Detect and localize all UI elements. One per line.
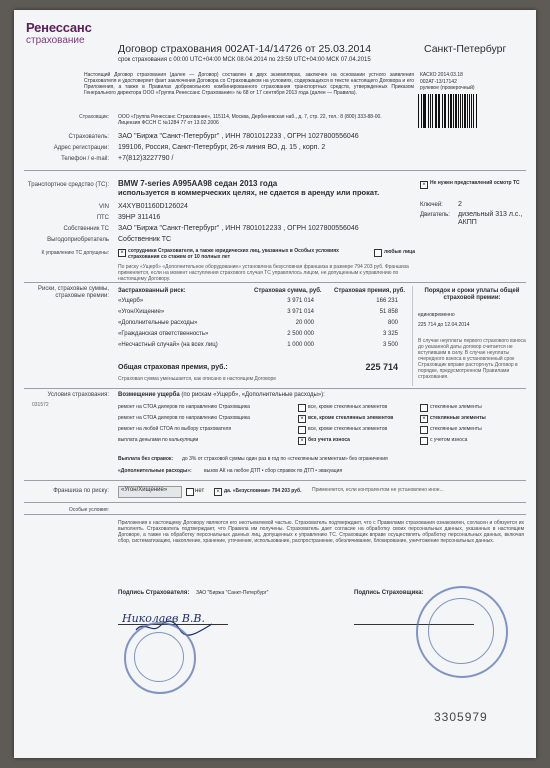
condition-right-checkbox[interactable] <box>420 426 428 434</box>
franchise-risk: «Угон/Хищение» <box>118 486 182 498</box>
drivers-option2-checkbox[interactable] <box>374 249 382 257</box>
condition-right-checkbox[interactable] <box>420 404 428 412</box>
franchise-yes-label: да. «Безусловная» 794 203 руб. <box>224 488 302 494</box>
serial-number: 3305979 <box>434 710 488 724</box>
condition-mid-checkbox[interactable] <box>298 426 306 434</box>
drivers-note: По риску «Ущерб» «Дополнительное оборудование» установлена безусловная франшиза в размере 794 203 руб. Франшиза применяется, если на момент наступления страхового случая ТС управлялось лицом, не допущенным к управлению по настоящему Договору. <box>118 264 409 282</box>
owner-label: Собственник ТС <box>63 226 109 232</box>
conditions-head: Возмещение ущерба <box>118 392 180 398</box>
franchise-text: Применяется, если контрагентом не установлено иное... <box>312 487 444 493</box>
condition-mid-checkbox[interactable]: × <box>298 415 306 423</box>
intro-text: Настоящий Договор страхования (далее — Договор) составлен в двух экземплярах, заключен на основании устного заявления Страхователя и удостоверяет факт заключения Договора со Страховщиком на условиях, содержащихся в тексте настоящего Договора и его Приложения, а также в Правилах добровольного комбинированного страхования транспортных средств, утвержденных Приказом Генерального директора ООО «Группа Ренессанс Страхование» № 68 от 17 сентября 2013 года (далее — Правила). <box>84 72 414 96</box>
risk-sum: 3 971 014 <box>287 298 314 304</box>
insurer2-signature-label: Подпись Страховщика: <box>354 590 424 596</box>
barcode-bar <box>471 94 472 128</box>
total-value: 225 714 <box>365 362 398 372</box>
barcode-bar <box>438 94 440 128</box>
payment-mode: единовременно <box>418 312 455 318</box>
barcode-bar <box>435 94 436 128</box>
divider <box>24 170 526 171</box>
barcode-bar <box>418 94 419 128</box>
barcode-bar <box>458 94 459 128</box>
franchise-no-checkbox[interactable] <box>186 488 194 496</box>
barcode-bar <box>442 94 443 128</box>
condition-right-label: стеклянные элементы <box>430 415 486 421</box>
barcode-bar <box>460 94 461 128</box>
drivers-label: К управлению ТС допущены: <box>41 250 109 256</box>
condition-method: ремонт на любой СТОА по выбору страхователя <box>118 426 232 432</box>
risk-name: «Несчастный случай» (на всех лиц) <box>118 342 218 348</box>
risk-name: «Ущерб» <box>118 298 144 304</box>
risk-sum: 20 000 <box>295 320 314 326</box>
risk-premium: 3 325 <box>382 331 398 337</box>
barcode-bar <box>455 94 456 128</box>
address-value: 199106, Россия, Санкт-Петербург, 26-я линия ВО, д. 15 , корп. 2 <box>118 144 326 151</box>
barcode-bar <box>473 94 474 128</box>
risk-sum: 1 000 000 <box>287 342 314 348</box>
vin-label: VIN <box>98 204 109 210</box>
condition-right-label: с учетом износа <box>430 437 468 443</box>
franchise-yes-checkbox[interactable]: × <box>214 488 222 496</box>
insurer-label: Страховщик: <box>79 114 109 120</box>
conditions-head-tail: (по рискам «Ущерб», «Дополнительные расходы»): <box>181 392 325 398</box>
condition-method: ремонт на СТОА дилеров по направлению Страховщика <box>118 404 250 410</box>
sum-header: Страховая сумма, руб. <box>254 288 322 294</box>
engine-value: дизельный 313 л.с., АКПП <box>458 211 523 226</box>
condition-mid-checkbox[interactable]: × <box>298 437 306 445</box>
pts-value: 39НР 311416 <box>118 214 161 221</box>
barcode-bar <box>436 94 437 128</box>
drivers-option1-label: сотрудники Страхователя, а также юридических лиц, указанных в Особых условиях страхования со стажем от 10 полных лет <box>128 248 339 260</box>
barcode-bar <box>448 94 449 128</box>
condition-right-label: стеклянные элементы <box>430 426 482 432</box>
conditions-label: Условия страхования: <box>47 392 109 398</box>
policyholder-name: ЗАО "Биржа "Санкт-Петербург" , ИНН 7801012233 , ОГРН 1027800556046 <box>118 133 359 140</box>
special-label: Особые условия: <box>68 507 109 513</box>
condition-method: выплата деньгами по калькуляции <box>118 437 199 443</box>
phone-value: +7(812)3227790 / <box>118 155 174 162</box>
extra-label: «Дополнительные расходы»: <box>118 468 192 474</box>
barcode-bar <box>462 94 463 128</box>
insurer-value: ООО «Группа Ренессанс Страхование», 115114, Москва, Дербеневская наб., д. 7, стр. 22, тел.: 8 (800) 333-88-00. Лицензия ФССН С №1284 77 от 13.02.2006 <box>118 114 382 126</box>
vin-value: X4XYB01160D126024 <box>118 203 188 210</box>
condition-mid-label: все, кроме стеклянных элементов <box>308 404 388 410</box>
barcode-bar <box>464 94 466 128</box>
pts-label: ПТС <box>96 215 109 221</box>
barcode-bar <box>424 94 426 128</box>
payment-sum: 225 714 до 12.04.2014 <box>418 322 470 328</box>
divider <box>24 388 526 389</box>
barcode-bar <box>423 94 424 128</box>
franchise-label: Франшиза по риску: <box>53 488 109 494</box>
contract-title: Договор страхования 002АТ-14/14726 от 25.03.2014 <box>118 43 372 55</box>
barcode-bar <box>453 94 454 128</box>
condition-right-label: стеклянные элементы <box>430 404 482 410</box>
risk-name: «Дополнительные расходы» <box>118 320 198 326</box>
vehicle-usage: используется в коммерческих целях, не сдается в аренду или прокат. <box>118 188 380 197</box>
handwritten-name: Николаев В.В. <box>122 612 205 625</box>
barcode-bar <box>444 94 445 128</box>
risk-name: «Гражданская ответственность» <box>118 331 209 337</box>
barcode-bar <box>430 94 431 128</box>
engine-label: Двигатель: <box>420 212 450 218</box>
conditions-code: 031572 <box>32 402 49 408</box>
franchise-no-label: нет <box>195 488 205 494</box>
barcode-bar <box>467 94 468 128</box>
contract-city: Санкт-Петербург <box>424 43 507 55</box>
nocert-label: Выплата без справок: <box>118 456 174 462</box>
insurer-signature-label: Подпись Страхователя: <box>118 590 190 596</box>
keys-value: 2 <box>458 201 462 208</box>
barcode-bar <box>445 94 446 128</box>
premium-header: Страховая премия, руб. <box>334 288 406 294</box>
risk-sum: 3 971 014 <box>287 309 314 315</box>
barcode-bar <box>421 94 422 128</box>
barcode-bar <box>450 94 452 128</box>
risk-premium: 800 <box>387 320 398 326</box>
total-label: Общая страховая премия, руб.: <box>118 364 228 371</box>
policyholder-label: Страхователь: <box>68 134 109 140</box>
code-c: рулевое (проверочный) <box>420 85 475 91</box>
barcode-bar <box>428 94 429 128</box>
condition-mid-label: без учета износа <box>308 437 350 443</box>
extra-text: вызов АК на любое ДТП • сбор справок по ДТП • эвакуация <box>204 468 343 474</box>
condition-right-checkbox[interactable]: × <box>420 415 428 423</box>
company-stamp-inner <box>134 632 184 682</box>
insurer-signature-name: ЗАО "Биржа "Санкт-Петербург" <box>196 590 269 596</box>
contract-period: срок страхования с 00:00 UTC+04:00 МСК 08.04.2014 по 23:59 UTC+04:00 МСК 07.04.2015 <box>118 57 371 63</box>
code-b: 002АТ-13/17142 <box>420 79 457 85</box>
barcode <box>418 94 478 128</box>
owner-value: ЗАО "Биржа "Санкт-Петербург" , ИНН 7801012233 , ОГРН 1027800556046 <box>118 225 359 232</box>
company-logo: Ренессанс <box>26 20 92 35</box>
policy-document <box>14 10 536 758</box>
drivers-option2-label: любые лица <box>384 249 416 255</box>
drivers-option1-checkbox[interactable]: × <box>118 249 126 257</box>
divider <box>24 514 526 515</box>
vehicle-label: Транспортное средство (ТС): <box>27 182 109 188</box>
condition-right-checkbox[interactable] <box>420 437 428 445</box>
risk-premium: 166 231 <box>376 298 398 304</box>
condition-mid-label: все, кроме стеклянных элементов <box>308 426 388 432</box>
condition-mid-checkbox[interactable] <box>298 404 306 412</box>
insurer-stamp-inner <box>428 598 494 664</box>
condition-method: ремонт на СТОА дилеров по направлению Страховщика <box>118 415 250 421</box>
risks-note: Страховая сумма уменьшается, как описано в настоящем Договоре <box>118 376 277 382</box>
payment-header: Порядок и сроки уплаты общей страховой премии: <box>424 288 520 301</box>
fine-print: Приложения к настоящему Договору являются его неотъемлемой частью. Страхователь подтверждает, что с Правилами страхования ознакомлен, согласен и обязуется их выполнять. Страхователь подтверждает, что Правила им получены. Страхователь дает согласие на обработку своих персональных данных, указанных в настоящем Договоре, а также на обработку персональных данных лиц, допущенных к управлению ТС. Страховщик вправе осуществлять обработку персональных данных, включая сбор, систематизацию, накопление, хранение, уточнение, использование, распространение, обезличивание, блокирование, уничтожение персональных данных. <box>118 520 524 544</box>
payment-note: В случае неуплаты первого страхового взноса до указанной даты договор считается не вступившим в силу. В случае неуплаты очередного взноса в установленный срок Страховщик вправе расторгнуть Договор в порядке, предусмотренном Правилами страхования. <box>418 338 526 380</box>
risk-name: «Угон/Хищение» <box>118 309 165 315</box>
nocert-text: до 3% от страховой суммы один раз в год по «стеклянным элементам» без ограничения <box>182 456 388 462</box>
vehicle-model: BMW 7-series A995AA98 седан 2013 года <box>118 179 278 188</box>
beneficiary-label: Выгодоприобретатель <box>47 237 109 243</box>
phone-label: Телефон / e-mail: <box>61 156 109 162</box>
inspection-checkbox[interactable]: × <box>420 181 428 189</box>
barcode-bar <box>432 94 433 128</box>
company-logo-sub: страхование <box>26 35 85 46</box>
risk-sum: 2 500 000 <box>287 331 314 337</box>
barcode-bar <box>469 94 470 128</box>
code-a: КАСКО 2014.03.18 <box>420 72 463 78</box>
barcode-bar <box>476 94 477 128</box>
risk-premium: 51 858 <box>379 309 398 315</box>
keys-label: Ключей: <box>420 202 443 208</box>
divider <box>24 502 526 503</box>
risks-label: Риски, страховые суммы, страховые премии: <box>37 286 109 299</box>
risk-premium: 3 500 <box>382 342 398 348</box>
beneficiary-value: Собственник ТС <box>118 236 172 243</box>
column-divider <box>412 286 413 386</box>
address-label: Адрес регистрации: <box>53 145 109 151</box>
condition-mid-label: все, кроме стеклянных элементов <box>308 415 394 421</box>
inspection-note: Не нужен представлений осмотр ТС <box>430 180 520 186</box>
divider <box>24 480 526 481</box>
divider <box>24 282 526 283</box>
risk-header: Застрахованный риск: <box>118 288 186 294</box>
